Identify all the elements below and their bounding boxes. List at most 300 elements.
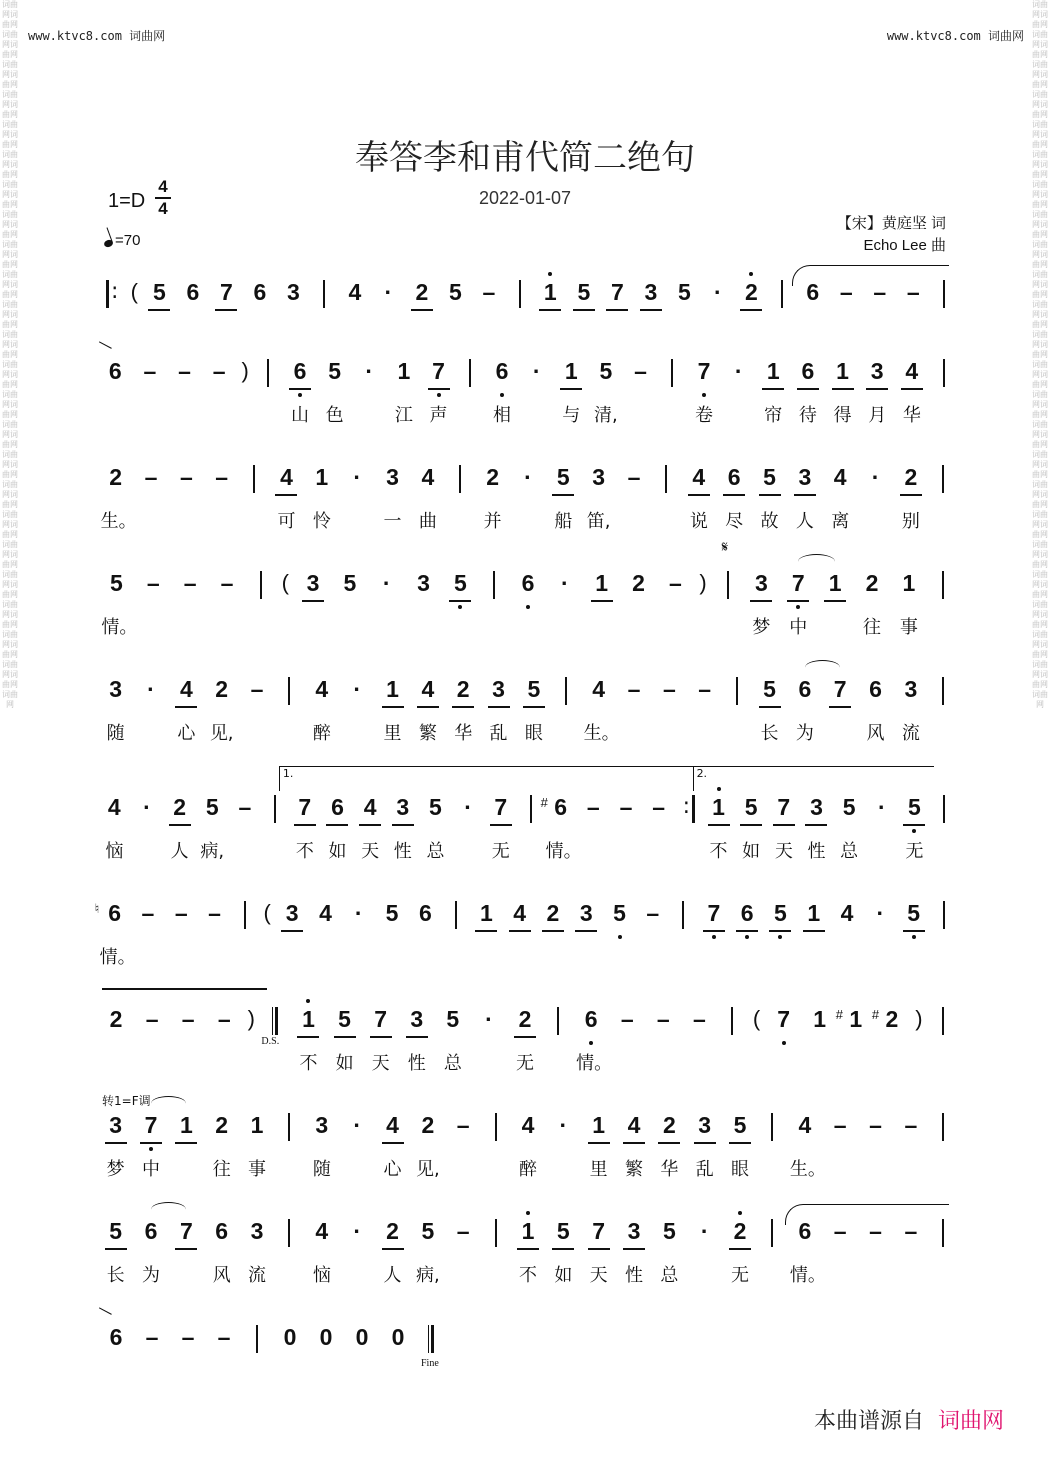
note [172,462,200,502]
note-digit: 2 [546,900,560,926]
lyric-syllable: 随 [106,723,125,744]
segno-sign: 𝄋 [721,538,729,556]
lyric-syllable: 见, [415,1159,440,1180]
note [311,898,339,938]
parenthesis [260,898,274,938]
note-digit: · [524,464,532,490]
note-digit: 1 [902,570,916,596]
barline [771,1219,773,1247]
note [833,898,861,938]
note [520,674,548,714]
note-digit: 7 [298,794,312,820]
note [102,674,130,714]
note [355,356,383,396]
underline-beam [740,824,762,826]
lyric-syllable: 船 [554,511,573,532]
note-digit: · [734,358,743,384]
note-digit: – [141,900,155,926]
note-digit: 2 [456,676,470,702]
note [806,1004,834,1044]
note-digit: 4 [521,1112,535,1138]
note-digit: – [215,464,229,490]
note-digit: 5 [613,900,626,926]
song-date: 2022-01-07 [478,188,572,208]
note-digit: 1 [766,358,780,384]
note [356,792,384,832]
double-barline [428,1325,434,1353]
note-digit: ( [281,570,289,595]
note-digit: 3 [492,676,505,702]
note [102,568,130,608]
barline [731,1007,733,1035]
low-octave-dot [912,829,916,833]
note [540,792,575,832]
note-digit: 3 [410,1006,424,1032]
note [551,568,579,608]
note-digit: ( [130,279,138,304]
note [655,674,683,714]
note [379,674,407,714]
note [331,1004,359,1044]
note-digit: 5 [153,279,166,305]
note-digit: – [906,279,920,305]
low-octave-dot [298,393,302,397]
low-octave-dot [589,1041,593,1045]
underline-beam [148,309,170,311]
note [539,898,567,938]
accidental: ♮ [94,901,100,916]
note [655,1110,683,1150]
underline-beam [406,1036,428,1038]
lyric-syllable: 无 [491,841,510,862]
note-digit: 3 [109,676,123,702]
note [488,356,516,396]
note [898,356,926,396]
note [408,277,436,317]
high-octave-dot [548,272,552,276]
lyric-syllable: 醉 [519,1159,537,1180]
note-digit: – [220,570,234,596]
underline-beam [708,824,730,826]
note [766,898,794,938]
lyric-syllable: 待 [798,405,817,426]
underline-beam [359,824,381,826]
note-digit: · [147,676,155,702]
note [208,1110,236,1150]
note [475,1004,503,1044]
lyric-syllable: 乱 [489,723,508,744]
note-digit: · [876,900,885,926]
note-digit: · [365,358,374,384]
parenthesis [244,1004,258,1044]
barline [253,465,255,493]
underline-beam [740,309,762,311]
note-digit: 4 [386,1112,399,1138]
note [201,898,229,938]
note [390,356,418,396]
note [299,568,327,608]
note [138,1322,166,1362]
note [210,1004,238,1044]
low-octave-dot [782,1041,786,1045]
note [137,1110,165,1150]
note-digit: 6 [186,279,200,305]
lyric-syllable: 不 [709,841,728,862]
underline-beam [509,930,531,932]
note [367,1004,395,1044]
lyric-syllable: 山 [291,405,309,426]
barline [771,1113,773,1141]
note-digit: 6 [554,794,568,820]
underline-beam [729,1248,751,1250]
lyric-syllable: 总 [660,1265,679,1286]
note-digit: 4 [315,676,329,702]
underline-beam [539,309,561,311]
note [897,462,925,502]
note [625,568,653,608]
note [137,1216,165,1256]
underline-beam [105,1142,127,1144]
note-digit: – [143,358,157,384]
note-digit: 5 [908,794,921,820]
note-digit: – [698,676,712,702]
note-digit: 5 [343,570,357,596]
underline-beam [759,494,781,496]
note-digit: 5 [110,570,123,596]
underline-beam [900,494,922,496]
note [102,1004,130,1044]
note [770,1004,798,1044]
note-digit: – [620,1006,634,1032]
score-row [98,1004,958,1094]
note-digit: 4 [315,1218,329,1244]
note [102,1110,130,1150]
barline [682,901,684,929]
source-brand: 词曲网 [937,1409,1004,1434]
note-digit: 1 [386,676,399,702]
note-digit: – [181,1006,195,1032]
repeat-end [683,795,695,823]
note-digit: – [178,358,191,384]
barline [288,677,290,705]
lyric-syllable: 天 [774,841,793,862]
note-digit: – [833,1112,847,1138]
note [862,1110,890,1150]
underline-beam [475,930,497,932]
note [487,792,515,832]
note-digit: 2 [415,279,429,305]
low-octave-dot [712,935,716,939]
underline-beam [392,824,414,826]
note [323,792,351,832]
tempo-marking [104,232,140,249]
note-digit: · [353,1218,361,1244]
lyric-syllable: 风 [212,1265,231,1286]
note [414,462,442,502]
note-digit: – [634,358,647,384]
score-row [98,1110,958,1200]
underline-beam [797,388,819,390]
note [613,1004,641,1044]
lyric-syllable: 相 [493,405,512,426]
note-digit: 6 [144,1218,158,1244]
note-digit: 0 [355,1324,369,1350]
note-digit: 1 [836,358,849,384]
note [557,356,585,396]
underline-beam [297,1036,319,1038]
lyric-syllable: 总 [840,841,859,862]
parenthesis [750,1004,764,1044]
lyric-syllable: 卷 [695,405,714,426]
note [570,277,598,317]
low-octave-dot [618,935,622,939]
lyric-syllable: 事 [899,617,918,638]
underline-beam [803,930,825,932]
score-row [98,462,958,552]
note-digit: 7 [697,358,711,384]
note-digit: 4 [179,676,193,702]
note-digit: 3 [627,1218,641,1244]
note-digit: – [212,358,226,384]
lyric-syllable: 天 [361,841,380,862]
note-digit: 3 [698,1112,712,1138]
lyric-syllable: 天 [589,1265,608,1286]
note-digit: · [143,794,151,820]
low-octave-dot [778,935,782,939]
note-digit: 7 [791,570,805,596]
note-digit: – [482,279,496,305]
note-digit: 5 [448,279,462,305]
note [791,1110,819,1150]
note [172,1216,200,1256]
lyric-syllable: 帘 [764,405,783,426]
note [208,462,236,502]
key-signature: 1=D [108,190,146,212]
barline [943,795,945,823]
note-digit: 3 [306,570,320,596]
lyric-syllable: 人 [383,1265,402,1286]
note [166,792,194,832]
lyric-syllable: 故 [760,511,779,532]
score-row [98,1322,958,1412]
note-digit: – [238,794,252,820]
note-digit: · [354,900,363,926]
note-digit: 7 [374,1006,388,1032]
lyric-syllable: 事 [248,1159,267,1180]
note-digit: 5 [907,900,920,926]
lyric-syllable: 离 [831,511,850,532]
barline [323,280,325,308]
note [700,898,728,938]
note [603,277,631,317]
note [759,356,787,396]
note-digit: 3 [250,1218,264,1244]
low-octave-dot [702,393,706,397]
quarter-note-icon [103,239,114,249]
underline-beam [750,600,772,602]
note-digit: 6 [584,1006,598,1032]
note-digit: 1 [397,358,411,384]
note-digit: 1 [564,358,578,384]
note [348,1322,376,1362]
composer: Echo Lee 曲 [863,237,946,254]
note-digit: 4 [107,794,121,820]
note [514,1216,542,1256]
note [136,356,164,396]
note [691,1216,719,1256]
note [102,462,130,502]
note-digit: – [217,1324,231,1350]
note [384,1322,412,1362]
lyric-syllable: 如 [335,1053,354,1074]
note [441,277,469,317]
underline-beam [370,1036,392,1038]
note-digit: 6 [108,900,122,926]
note [511,1004,539,1044]
note-digit: – [904,1218,918,1244]
note [102,1216,130,1256]
note [737,792,765,832]
note-digit: 5 [446,1006,460,1032]
note [243,674,271,714]
tie-arc [792,265,949,286]
parenthesis [127,277,141,317]
underline-beam [769,930,791,932]
note-digit: 7 [707,900,721,926]
lyric-syllable: 恼 [105,841,124,862]
lyric-syllable: 华 [660,1159,679,1180]
note-digit: · [464,794,472,820]
lyric-syllable: 并 [483,511,502,532]
high-octave-dot [717,787,721,791]
lyric-syllable: 情。 [101,617,138,638]
note-digit: 4 [905,358,919,384]
lyric-syllable: 如 [742,841,761,862]
note-digit: – [145,1006,159,1032]
note-digit: 1 [179,1112,193,1138]
barline [267,359,269,387]
note [174,1322,202,1362]
underline-beam [490,824,512,826]
parenthesis [238,356,252,396]
note [100,792,128,832]
underline-beam [623,1248,645,1250]
note-digit: – [145,1324,159,1350]
lyric-syllable: 梦 [106,1159,125,1180]
note [308,462,336,502]
note-digit: 5 [109,1218,123,1244]
note [514,568,542,608]
note-digit: · [561,570,569,596]
note [308,674,336,714]
barline [256,1325,258,1353]
underline-beam [175,1142,197,1144]
note-digit: 5 [577,279,591,305]
note-digit: 7 [144,1112,158,1138]
note-digit: – [456,1112,470,1138]
note-digit: – [656,1006,670,1032]
lyric-syllable: 为 [795,723,814,744]
note-digit: 7 [777,794,791,820]
time-signature [155,178,171,218]
note-digit: 7 [833,676,847,702]
note [592,356,620,396]
note-digit: 5 [338,1006,351,1032]
barline [942,1113,944,1141]
time-sig-bottom: 4 [158,199,168,218]
note [895,568,923,608]
note [620,674,648,714]
note [620,462,648,502]
note-digit: 2 [865,570,879,596]
underline-beam [140,1142,162,1144]
note [620,1216,648,1256]
note [756,462,784,502]
lyric-syllable: 中 [789,617,808,638]
underline-beam [334,1036,356,1038]
note-digit: 3 [870,358,884,384]
note [620,1110,648,1150]
note-digit: – [181,1324,195,1350]
note [205,356,233,396]
note [826,462,854,502]
note-digit: 3 [315,1112,329,1138]
note [863,356,891,396]
note [272,462,300,502]
high-octave-dot [738,1211,742,1215]
note-digit: 1 [807,900,821,926]
note-digit: 1 [302,1006,315,1032]
barline [495,1219,497,1247]
note-digit: 3 [579,900,593,926]
note-digit: 2 [421,1112,435,1138]
note-digit: ) [699,570,707,595]
lyric-syllable: 情。 [576,1053,613,1074]
lyric-syllable: 人 [795,511,814,532]
note-digit: 5 [556,1218,570,1244]
lyric-syllable: 别 [901,511,920,532]
note [291,792,319,832]
note [536,277,564,317]
note [685,1004,713,1044]
note-digit: 1 [828,570,842,596]
low-octave-dot [149,1147,153,1151]
lyric-syllable: 不 [299,1053,318,1074]
note-digit: 5 [763,676,776,702]
underline-beam [449,600,471,602]
note [868,792,896,832]
note [379,462,407,502]
note [174,1004,202,1044]
underline-beam [428,388,450,390]
note-digit: 4 [833,464,847,490]
underline-beam [736,930,758,932]
note [343,1216,371,1256]
score-row [98,1216,958,1306]
lyric-syllable: 眼 [524,723,543,744]
note [826,674,854,714]
underline-beam [829,706,851,708]
note-digit: ( [752,1006,761,1031]
low-octave-dot [526,605,530,609]
note [403,1004,431,1044]
note-digit: 7 [220,279,233,305]
note-digit: 4 [627,1112,641,1138]
note [179,277,207,317]
note-digit: – [652,794,666,820]
lyric-syllable: 不 [519,1265,537,1286]
note-digit: – [146,570,160,596]
